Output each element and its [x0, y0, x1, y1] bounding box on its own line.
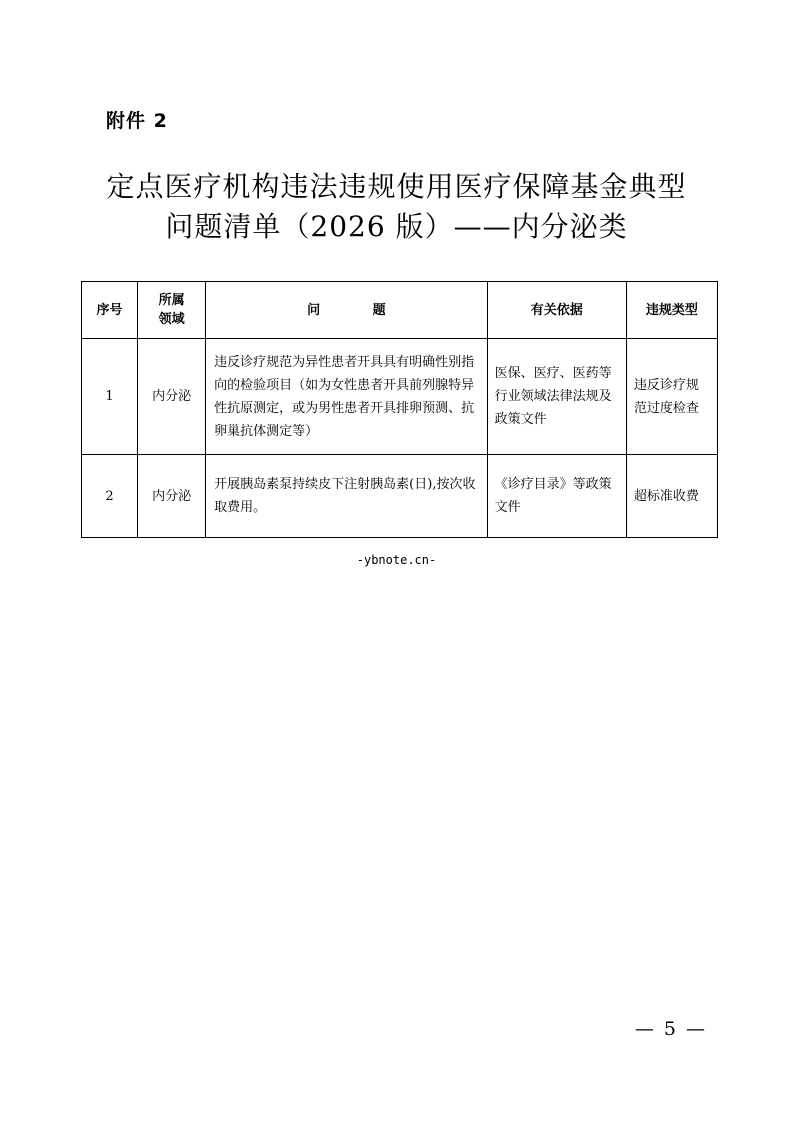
row-basis: 《诊疗目录》等政策文件	[487, 455, 626, 538]
row-seq: 2	[82, 455, 138, 538]
table-header-row	[82, 282, 718, 339]
header-basis: 有关依据	[487, 282, 626, 339]
row-problem: 开展胰岛素泵持续皮下注射胰岛素(日),按次收取费用。	[206, 455, 487, 538]
row-violation-type: 违反诊疗规范过度检查	[626, 339, 717, 455]
header-violation-type: 违规类型	[626, 282, 717, 339]
header-seq: 序号	[82, 282, 138, 339]
header-domain-line-2: 领域	[158, 312, 185, 327]
source-watermark: -ybnote.cn-	[356, 553, 437, 567]
document-title-line-2: 问题清单（2026 版）——内分泌类	[165, 210, 628, 243]
attachment-label: 附件 2	[106, 110, 168, 132]
row-domain: 内分泌	[138, 455, 206, 538]
row-basis: 医保、医疗、医药等行业领域法律法规及政策文件	[487, 339, 626, 455]
row-seq: 1	[82, 339, 138, 455]
header-problem	[206, 282, 487, 339]
document-title-line-1: 定点医疗机构违法违规使用医疗保障基金典型	[106, 170, 687, 203]
table-row	[82, 339, 718, 455]
header-domain-line-1: 所属	[158, 293, 185, 308]
header-domain	[138, 282, 206, 339]
table-row	[82, 455, 718, 538]
page-number: — 5 —	[634, 1018, 707, 1040]
problem-list-table	[81, 281, 718, 538]
row-problem: 违反诊疗规范为异性患者开具具有明确性别指向的检验项目（如为女性患者开具前列腺特异性抗原测定，或为男性患者开具排卵预测、抗卵巢抗体测定等）	[206, 339, 487, 455]
row-domain: 内分泌	[138, 339, 206, 455]
row-violation-type: 超标准收费	[626, 455, 717, 538]
header-problem-label: 问 题	[307, 302, 410, 318]
